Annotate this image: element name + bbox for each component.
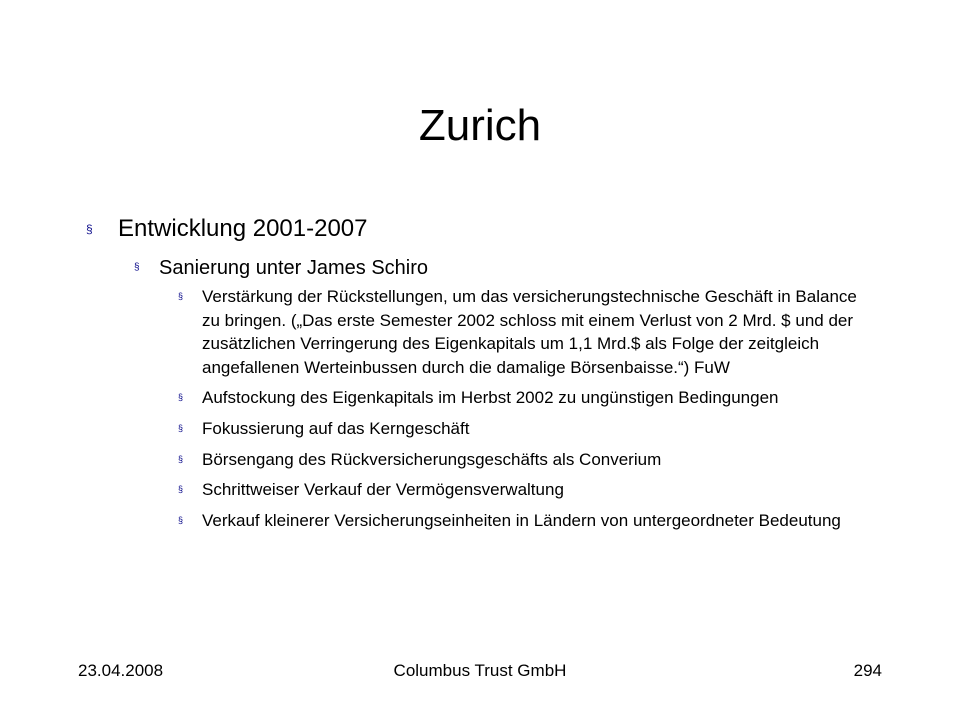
- list-item-text: Fokussierung auf das Kerngeschäft: [202, 418, 470, 438]
- footer-company: Columbus Trust GmbH: [393, 661, 567, 680]
- square-bullet-icon: §: [178, 291, 184, 301]
- list-item-text: Börsengang des Rückversicherungsgeschäfts als Converium: [202, 449, 662, 469]
- list-item-text: Verstärkung der Rückstellungen, um das versicherungstechnische Geschäft in Balance zu bringen. („Das erste Semester 2002 schloss mit einem Verlust von 2 Mrd. $ und der zusätzlichen Verringerung des Eigenkapitals um 1,1 Mrd.$ als Folge der zeitgleich angefallenen Werteinbussen durch die damalige Börsenbaisse.“) FuW: [202, 287, 857, 377]
- square-bullet-icon: §: [178, 484, 184, 495]
- list-item: [178, 509, 878, 533]
- list-item: [178, 386, 878, 410]
- bullet-level3-list: [178, 285, 878, 539]
- bullet-level1: [86, 212, 368, 246]
- bullet-level2-text: Sanierung unter James Schiro: [159, 257, 429, 279]
- bullet-level1-text: Entwicklung 2001-2007: [118, 215, 368, 242]
- list-item-text: Aufstockung des Eigenkapitals im Herbst 2002 zu ungünstigen Bedingungen: [202, 388, 779, 408]
- list-item-text: Schrittweiser Verkauf der Vermögensverwaltung: [202, 480, 564, 500]
- footer-date: 23.04.2008: [78, 661, 164, 680]
- list-item-text: Verkauf kleinerer Versicherungseinheiten in Ländern von untergeordneter Bedeutung: [202, 510, 841, 530]
- list-item: [178, 448, 878, 472]
- square-bullet-icon: §: [178, 422, 184, 433]
- square-bullet-icon: §: [86, 222, 93, 236]
- square-bullet-icon: §: [178, 514, 184, 525]
- list-item: [178, 478, 878, 502]
- list-item: [178, 417, 878, 441]
- square-bullet-icon: §: [178, 453, 184, 464]
- footer-page-number: 294: [853, 661, 882, 680]
- square-bullet-icon: §: [178, 392, 184, 403]
- slide-title: Zurich: [418, 101, 542, 150]
- square-bullet-icon: §: [134, 262, 140, 273]
- list-item: [178, 285, 878, 379]
- bullet-level2: [134, 253, 428, 283]
